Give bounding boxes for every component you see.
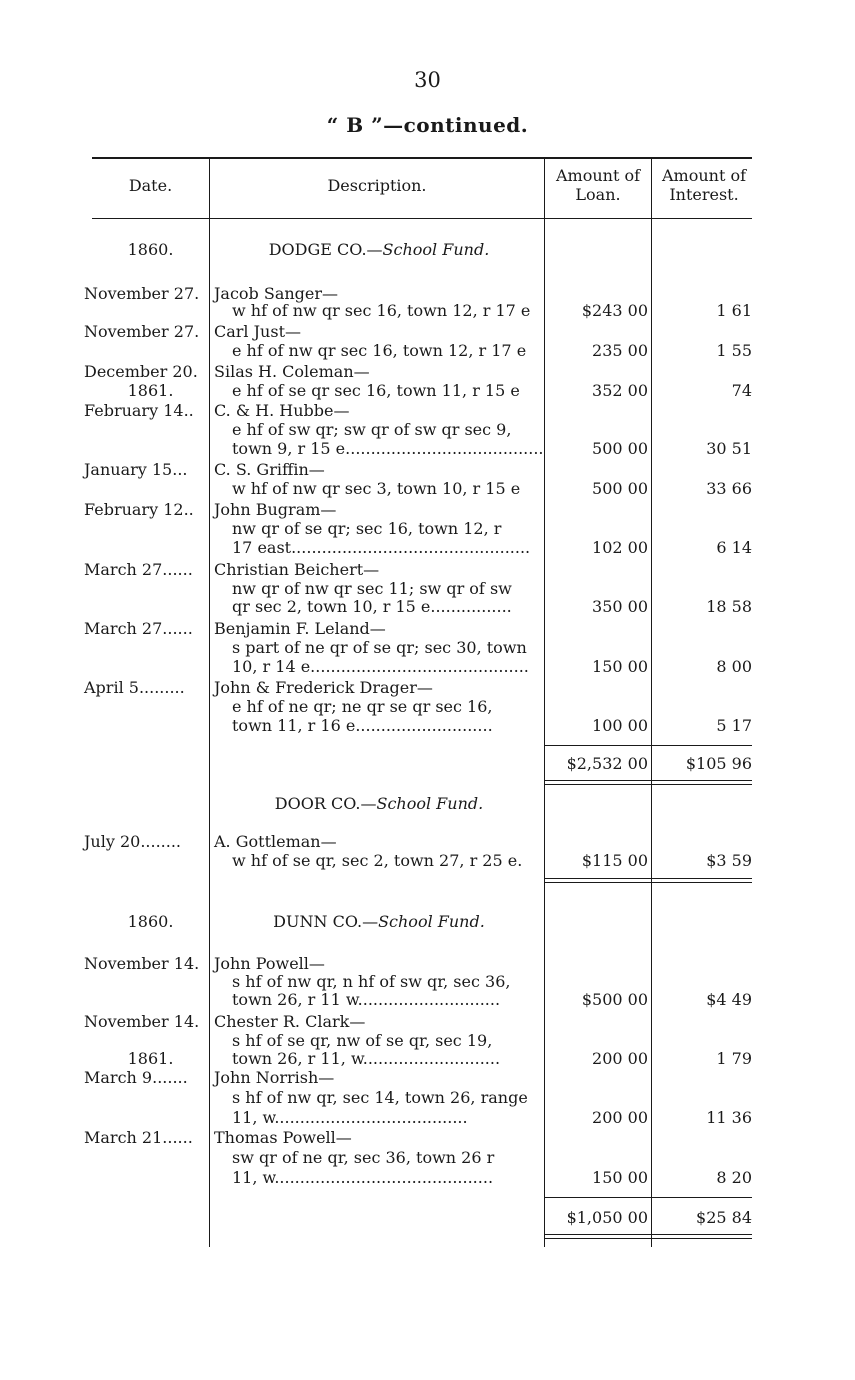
header-bottom-rule [92, 218, 752, 219]
entry-date: January 15... [84, 460, 188, 479]
entry-loan: 150 00 [592, 657, 648, 676]
entry-date: July 20........ [84, 832, 182, 851]
entry-interest: 30 51 [706, 439, 752, 458]
interest-header-line1: Amount of [661, 166, 747, 185]
entry-name: Benjamin F. Leland— [214, 619, 386, 638]
year-label: 1860. [127, 912, 174, 931]
entry-description-line: w hf of nw qr sec 3, town 10, r 15 e [232, 479, 521, 498]
entry-name: C. S. Griffin— [214, 460, 325, 479]
entry-description-line: s hf of se qr, nw of se qr, sec 19, [232, 1031, 493, 1050]
entry-date: February 12.. [84, 500, 194, 519]
fund-name: School Fund. [376, 794, 484, 813]
page-number: 30 [414, 68, 441, 92]
column-header-description: Description. [327, 176, 427, 195]
entry-description-line: town 26, r 11, w........................... [232, 1049, 501, 1068]
entry-description-line: nw qr of nw qr sec 11; sw qr of sw [232, 579, 512, 598]
year-label: 1860. [127, 240, 174, 259]
entry-date: December 20. [84, 362, 198, 381]
entry-interest: $4 49 [706, 990, 752, 1009]
entry-name: Silas H. Coleman— [214, 362, 370, 381]
entry-description-line: e hf of sw qr; sw qr of sw qr sec 9, [232, 420, 512, 439]
entry-interest: 8 20 [716, 1168, 752, 1187]
entry-description-line: town 26, r 11 w............................ [232, 990, 501, 1009]
entry-description-line: 11, w........................................... [232, 1168, 494, 1187]
entry-loan: 200 00 [592, 1049, 648, 1068]
entry-interest: 1 79 [716, 1049, 752, 1068]
entry-description-line: w hf of se qr, sec 2, town 27, r 25 e. [232, 851, 523, 870]
entry-interest: 6 14 [716, 538, 752, 557]
entry-loan: $115 00 [581, 851, 648, 870]
entry-name: John Powell— [214, 954, 325, 973]
entry-date: March 21...... [84, 1128, 193, 1147]
entry-description-line: s part of ne qr of se qr; sec 30, town [232, 638, 527, 657]
header-top-rule [92, 157, 752, 159]
total-loan: $1,050 00 [566, 1208, 648, 1227]
column-header-interest [652, 166, 756, 204]
entry-loan: 102 00 [592, 538, 648, 557]
entry-date: November 27. [84, 284, 200, 303]
entry-name: John Norrish— [214, 1068, 335, 1087]
entry-description-line: e hf of se qr sec 16, town 11, r 15 e [232, 381, 520, 400]
entry-loan: 100 00 [592, 716, 648, 735]
county-name: DOOR CO.— [274, 794, 377, 813]
year-label: 1861. [127, 1049, 174, 1068]
entry-description-line: 11, w...................................... [232, 1108, 468, 1127]
entry-description-line: qr sec 2, town 10, r 15 e................ [232, 597, 512, 616]
entry-loan: 200 00 [592, 1108, 648, 1127]
entry-name: Thomas Powell— [214, 1128, 352, 1147]
entry-loan: $243 00 [581, 301, 648, 320]
entry-loan: 150 00 [592, 1168, 648, 1187]
total-double-rule [544, 1234, 752, 1235]
total-double-rule [544, 1238, 752, 1239]
total-double-rule [544, 784, 752, 785]
entry-description-line: town 9, r 15 e....................................... [232, 439, 544, 458]
county-heading-door [214, 794, 544, 813]
entry-name: John & Frederick Drager— [214, 678, 433, 697]
entry-interest: 11 36 [706, 1108, 752, 1127]
entry-loan: 350 00 [592, 597, 648, 616]
total-double-rule [544, 878, 752, 879]
entry-description-line: sw qr of ne qr, sec 36, town 26 r [232, 1148, 495, 1167]
entry-description-line: nw qr of se qr; sec 16, town 12, r [232, 519, 502, 538]
entry-name: C. & H. Hubbe— [214, 401, 350, 420]
entry-name: Christian Beichert— [214, 560, 380, 579]
county-name: DUNN CO.— [273, 912, 379, 931]
county-heading-dodge [214, 240, 544, 259]
entry-name: Jacob Sanger— [214, 284, 339, 303]
entry-loan: 235 00 [592, 341, 648, 360]
column-header-date: Date. [128, 176, 173, 195]
year-label: 1861. [127, 381, 174, 400]
entry-interest: 1 55 [716, 341, 752, 360]
county-name: DODGE CO.— [268, 240, 383, 259]
entry-date: November 27. [84, 322, 200, 341]
fund-name: School Fund. [382, 240, 490, 259]
column-divider-description [544, 159, 545, 1247]
entry-name: A. Gottleman— [214, 832, 337, 851]
entry-date: March 27...... [84, 560, 193, 579]
column-divider-loan [651, 159, 652, 1247]
entry-date: April 5......... [84, 678, 185, 697]
entry-description-line: s hf of nw qr, sec 14, town 26, range [232, 1088, 528, 1107]
entry-date: February 14.. [84, 401, 194, 420]
entry-description-line: e hf of nw qr sec 16, town 12, r 17 e [232, 341, 527, 360]
entry-date: November 14. [84, 954, 200, 973]
entry-interest: $3 59 [706, 851, 752, 870]
entry-loan: 352 00 [592, 381, 648, 400]
entry-date: March 9....... [84, 1068, 188, 1087]
column-divider-date [209, 159, 210, 1247]
total-double-rule [544, 780, 752, 781]
entry-name: John Bugram— [214, 500, 337, 519]
entry-loan: 500 00 [592, 479, 648, 498]
entry-date: March 27...... [84, 619, 193, 638]
entry-name: Carl Just— [214, 322, 301, 341]
entry-interest: 18 58 [706, 597, 752, 616]
entry-name: Chester R. Clark— [214, 1012, 366, 1031]
total-interest: $25 84 [696, 1208, 752, 1227]
subtotal-rule [544, 1197, 752, 1198]
total-loan: $2,532 00 [566, 754, 648, 773]
loan-header-line1: Amount of [555, 166, 641, 185]
county-heading-dunn [214, 912, 544, 931]
subtotal-rule [544, 745, 752, 746]
entry-loan: 500 00 [592, 439, 648, 458]
entry-interest: 5 17 [716, 716, 752, 735]
entry-interest: 8 00 [716, 657, 752, 676]
loan-header-line2: Loan. [575, 185, 621, 204]
entry-description-line: 17 east............................................... [232, 538, 531, 557]
fund-name: School Fund. [378, 912, 485, 931]
entry-interest: 74 [731, 381, 752, 400]
interest-header-line2: Interest. [669, 185, 739, 204]
entry-date: November 14. [84, 1012, 200, 1031]
entry-interest: 33 66 [706, 479, 752, 498]
page-heading: “ B ”—continued. [326, 113, 529, 137]
total-double-rule [544, 882, 752, 883]
entry-description-line: town 11, r 16 e........................... [232, 716, 493, 735]
entry-interest: 1 61 [716, 301, 752, 320]
column-header-loan [545, 166, 651, 204]
entry-description-line: s hf of nw qr, n hf of sw qr, sec 36, [232, 972, 511, 991]
entry-loan: $500 00 [581, 990, 648, 1009]
entry-description-line: w hf of nw qr sec 16, town 12, r 17 e [232, 301, 531, 320]
total-interest: $105 96 [685, 754, 752, 773]
entry-description-line: 10, r 14 e........................................... [232, 657, 529, 676]
entry-description-line: e hf of ne qr; ne qr se qr sec 16, [232, 697, 493, 716]
